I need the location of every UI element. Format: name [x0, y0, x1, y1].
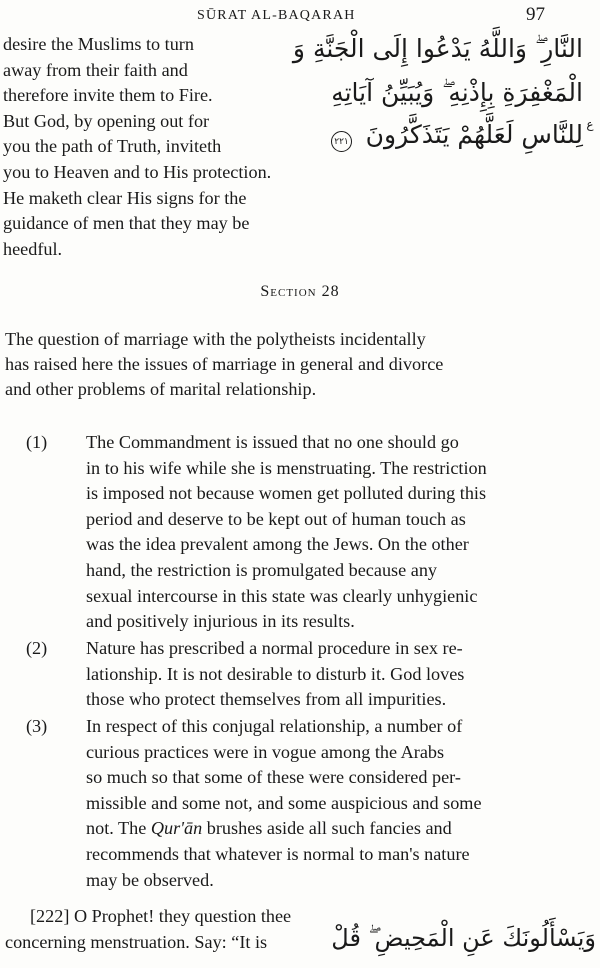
section-heading: Section 28	[260, 283, 340, 300]
text-line: and positively injurious in its results.	[86, 611, 355, 632]
text-line: therefore invite them to Fire.	[3, 85, 213, 106]
text-line: The Commandment is issued that no one should go	[86, 432, 459, 452]
text-line: sexual intercourse in this state was clearly unhygienic	[86, 585, 478, 606]
running-head	[0, 6, 600, 28]
text-line: In respect of this conjugal relationship, a number of	[86, 716, 463, 736]
text-line: so much so that some of these were considered per-	[86, 767, 461, 788]
text-line: has raised here the issues of marriage in general and divorce	[5, 354, 444, 375]
list-item-number: (2)	[26, 638, 48, 658]
arabic-verse-line: وَيَسْأَلُونَكَ عَنِ الْمَحِيضِ ۖ قُلْ	[331, 924, 596, 952]
page-number: 97	[526, 4, 545, 25]
text-line: recommends that whatever is normal to man's nature	[86, 843, 470, 864]
text-line: in to his wife while she is menstruating. The restriction	[86, 457, 487, 478]
text-line: those who protect themselves from all impurities.	[86, 689, 447, 710]
text-line: and other problems of marital relationship.	[5, 379, 317, 400]
text-line: guidance of men that they may be	[3, 213, 250, 234]
verse-221-block	[0, 32, 600, 262]
list-item-number: (3)	[26, 716, 48, 736]
text-line: hand, the restriction is promulgated because any	[86, 559, 438, 580]
text-line: missible and some not, and some auspicious and some	[86, 792, 482, 813]
text-line: is imposed not because women get polluted during this	[86, 483, 487, 504]
text-line: lationship. It is not desirable to disturb it. God loves	[86, 663, 465, 684]
verse-translation-line: [222] O Prophet! they question thee	[30, 906, 292, 926]
text-line: not. The Qur'ān brushes aside all such fancies and	[86, 818, 452, 839]
text-line: you to Heaven and to His protection.	[3, 161, 272, 182]
arabic-line: النَّارِ ۖ وَاللَّهُ يَدْعُوا إِلَى الْجَنَّةِ وَ	[292, 34, 583, 63]
list-item-body	[86, 636, 594, 713]
list-item-number: (1)	[26, 432, 48, 452]
ruku-margin-mark: ع	[586, 117, 594, 131]
arabic-line: لِلنَّاسِ لَعَلَّهُمْ يَتَذَكَّرُونَ	[365, 120, 583, 149]
verse-222-block	[0, 904, 600, 968]
text-line: curious practices were in vogue among the Arabs	[86, 741, 445, 762]
text-line: period and deserve to be kept out of human touch as	[86, 508, 466, 529]
text-line: But God, by opening out for	[3, 110, 210, 131]
verse-translation-line: concerning menstruation. Say: “It is	[5, 932, 268, 952]
text-line: away from their faith and	[3, 59, 188, 80]
arabic-verse	[292, 32, 597, 162]
text-line: was the idea prevalent among the Jews. On the other	[86, 534, 469, 555]
text-line: Nature has prescribed a normal procedure in sex re-	[86, 638, 463, 658]
arabic-line: الْمَغْفِرَةِ بِإِذْنِهِ ۖ وَيُبَيِّنُ آيَاتِهِ	[331, 78, 583, 107]
ayah-number-marker: ٢٢١	[331, 131, 352, 152]
text-line: desire the Muslims to turn	[3, 34, 194, 54]
text-line: The question of marriage with the polytheists incidentally	[5, 329, 426, 349]
intro-paragraph	[5, 327, 597, 403]
list-item-body	[86, 714, 594, 893]
text-line: may be observed.	[86, 869, 214, 890]
list-item-body	[86, 430, 594, 635]
text-line: heedful.	[3, 238, 63, 259]
text-line: He maketh clear His signs for the	[3, 187, 247, 208]
translation-continuation	[3, 32, 365, 262]
text-line: you the path of Truth, inviteth	[3, 136, 222, 157]
running-title: SŪRAT AL-BAQARAH	[197, 8, 356, 23]
